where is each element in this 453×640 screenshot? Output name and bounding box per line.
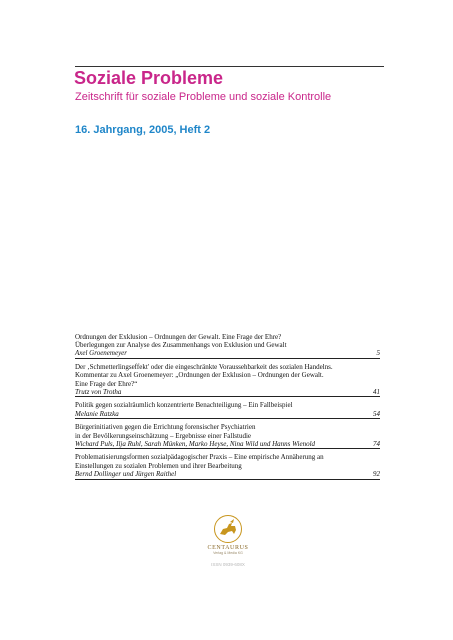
toc-entry-title-line: Bürgerinitiativen gegen die Errichtung forensischer Psychiatrien [75, 423, 256, 432]
toc-entry-author: Axel Groenemeyer [75, 349, 128, 358]
toc-entry [75, 401, 380, 419]
toc-entry-title-line: Politik gegen sozialräumlich konzentrierte Benachteiligung – Ein Fallbeispiel [75, 401, 293, 410]
toc-entry-author-row [75, 388, 380, 396]
toc-entry-title-line: Eine Frage der Ehre?“ [75, 379, 138, 388]
toc-entry-rule [75, 479, 380, 480]
toc-entry-rule [75, 358, 380, 359]
publisher-subline: Verlag & Media KG [213, 551, 243, 555]
toc-entry-author: Trutz von Trotha [75, 387, 122, 396]
journal-subtitle: Zeitschrift für soziale Probleme und soziale Kontrolle [75, 91, 332, 103]
toc-entry-author: Wichard Puls, Ilja Ruhl, Sarah Münken, Marko Heyse, Nina Wild und Hanns Wienold [75, 439, 316, 448]
toc-entry [75, 333, 380, 359]
toc-entry-author-row [75, 470, 380, 478]
toc-entry-page: 92 [373, 469, 380, 478]
volume-issue: 16. Jahrgang, 2005, Heft 2 [75, 124, 211, 136]
issn: ISSN 0939-608X [211, 562, 245, 567]
toc-entry-author-row [75, 440, 380, 448]
toc-entry-rule [75, 448, 380, 449]
toc-entry-author-row [75, 410, 380, 418]
top-rule [75, 66, 384, 67]
toc-entry-title-line: Der ‚Schmetterlingseffekt' oder die eingeschränkte Voraussehbarkeit des sozialen Handelns. [75, 363, 333, 372]
toc-entry-title-line: Problematisierungsformen sozialpädagogischer Praxis – Eine empirische Annäherung an [75, 453, 324, 462]
centaur-icon [213, 514, 243, 544]
toc-entry [75, 423, 380, 449]
toc-entry-author-row [75, 349, 380, 357]
toc-entry-title-line: in der Bevölkerungseinschätzung – Ergebnisse einer Fallstudie [75, 431, 251, 440]
journal-title: Soziale Probleme [74, 68, 224, 88]
toc-entry-title-line: Ordnungen der Exklusion – Ordnungen der Gewalt. Eine Frage der Ehre? [75, 333, 282, 341]
toc-entry-page: 54 [373, 409, 380, 418]
table-of-contents [75, 333, 380, 484]
toc-entry-author: Bernd Dollinger und Jürgen Raithel [75, 469, 177, 478]
toc-entry-page: 41 [373, 387, 380, 396]
toc-entry-page: 74 [373, 439, 380, 448]
toc-entry-title-line: Überlegungen zur Analyse des Zusammenhangs von Exklusion und Gewalt [75, 341, 287, 350]
toc-entry [75, 453, 380, 479]
toc-entry-title-line: Einstellungen zu sozialen Problemen und ihrer Bearbeitung [75, 461, 242, 470]
toc-entry-title-line: Kommentar zu Axel Groenemeyer: „Ordnungen der Exklusion – Ordnungen der Gewalt. [75, 371, 324, 380]
toc-entry [75, 363, 380, 397]
toc-entry-rule [75, 418, 380, 419]
toc-entry-page: 5 [376, 349, 380, 358]
toc-entry-rule [75, 396, 380, 397]
publisher-name: CENTAURUS [207, 545, 249, 551]
publisher-logo [202, 514, 254, 555]
toc-entry-author: Melanie Ratzka [75, 409, 119, 418]
